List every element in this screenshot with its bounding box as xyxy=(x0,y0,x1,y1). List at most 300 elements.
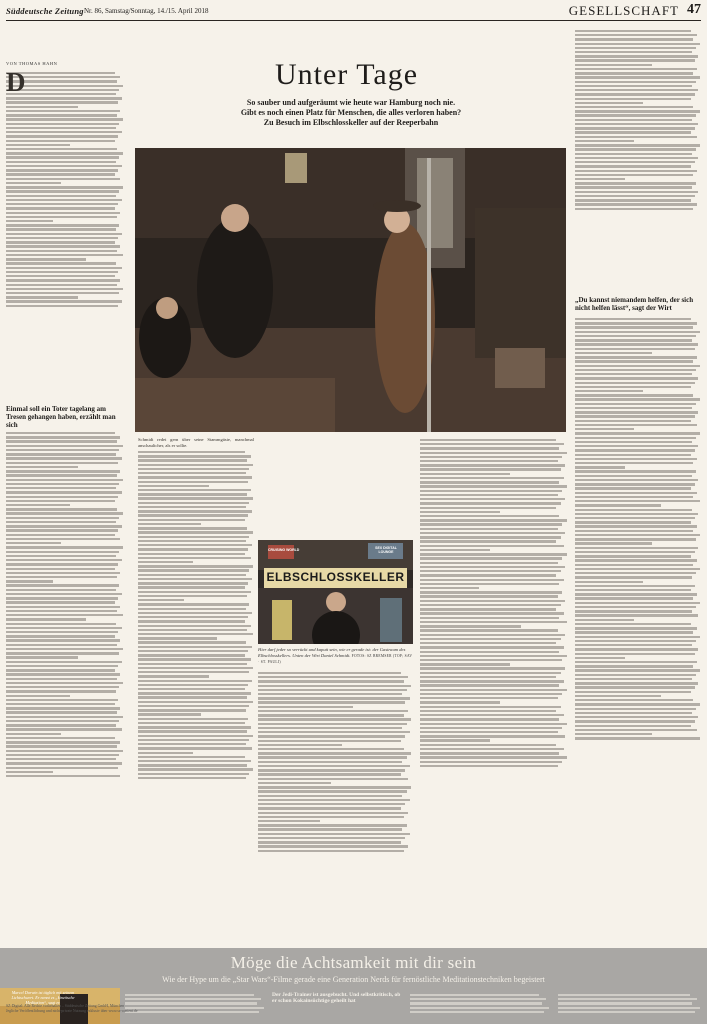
text-line xyxy=(575,432,700,434)
text-line xyxy=(575,449,695,451)
text-line xyxy=(6,275,115,277)
text-line xyxy=(575,653,695,655)
text-line xyxy=(138,548,248,550)
text-line xyxy=(258,706,353,708)
text-line xyxy=(420,477,564,479)
text-line xyxy=(575,81,696,83)
text-line xyxy=(6,440,117,442)
text-line xyxy=(138,658,251,660)
text-line xyxy=(575,411,698,413)
pullquote: „Du kannst niemandem helfen, der sich nicht helfen lässt“, sagt der Wirt xyxy=(575,296,694,312)
text-line xyxy=(138,565,253,567)
text-line xyxy=(125,998,261,1000)
text-line xyxy=(575,682,698,684)
text-line xyxy=(138,663,247,665)
text-line xyxy=(420,536,561,538)
text-line xyxy=(138,620,245,622)
page-header xyxy=(6,2,701,21)
text-line xyxy=(138,756,245,758)
text-line xyxy=(420,523,562,525)
text-line xyxy=(6,623,116,625)
text-line xyxy=(6,610,117,612)
text-line xyxy=(258,748,404,750)
text-line xyxy=(410,998,546,1000)
text-line xyxy=(420,718,559,720)
text-line xyxy=(575,462,693,464)
text-line xyxy=(575,572,696,574)
text-line xyxy=(6,195,116,197)
text-line xyxy=(420,617,559,619)
text-line xyxy=(575,343,698,345)
text-line xyxy=(420,549,490,551)
text-line xyxy=(138,557,251,559)
text-line xyxy=(420,595,558,597)
text-line xyxy=(420,587,479,589)
text-line xyxy=(6,271,118,273)
text-line xyxy=(420,655,567,657)
text-line xyxy=(6,639,120,641)
text-line xyxy=(6,178,120,180)
text-line xyxy=(6,165,122,167)
text-line xyxy=(420,447,559,449)
text-line xyxy=(575,581,643,583)
text-line xyxy=(6,563,118,565)
text-line xyxy=(6,652,119,654)
text-line xyxy=(575,322,697,324)
text-line xyxy=(575,733,652,735)
text-line xyxy=(138,510,252,512)
text-line xyxy=(575,424,697,426)
text-line xyxy=(558,1002,692,1004)
text-line xyxy=(138,752,193,754)
text-line xyxy=(575,382,695,384)
text-line xyxy=(6,546,123,548)
text-line xyxy=(420,468,561,470)
text-line xyxy=(420,519,567,521)
text-line xyxy=(420,634,565,636)
text-line xyxy=(575,725,691,727)
text-line xyxy=(575,208,693,210)
text-line xyxy=(575,161,695,163)
dek-line-1: So sauber und aufgeräumt wie heute war Hamburg noch nie. xyxy=(246,98,456,107)
text-line xyxy=(6,182,61,184)
text-line xyxy=(6,673,120,675)
text-line xyxy=(258,756,407,758)
text-line xyxy=(138,599,184,601)
page-footer xyxy=(6,1004,426,1014)
text-line xyxy=(6,300,122,302)
text-line xyxy=(138,646,252,648)
text-line xyxy=(6,106,78,108)
text-line xyxy=(6,233,122,235)
text-line xyxy=(575,627,697,629)
text-line xyxy=(138,485,209,487)
text-line xyxy=(575,157,698,159)
text-line xyxy=(6,466,78,468)
text-line xyxy=(575,674,696,676)
text-line xyxy=(575,716,698,718)
main-photo-elbschlosskeller xyxy=(135,148,566,432)
text-line xyxy=(138,768,253,770)
text-line xyxy=(6,432,115,434)
text-line xyxy=(420,612,564,614)
text-line xyxy=(138,464,253,466)
text-line xyxy=(6,508,117,510)
text-line xyxy=(138,671,249,673)
text-line xyxy=(6,750,123,752)
text-line xyxy=(138,730,247,732)
text-line xyxy=(575,530,693,532)
text-line xyxy=(420,629,558,631)
text-line xyxy=(258,676,408,678)
text-line xyxy=(575,479,698,481)
text-line xyxy=(420,502,561,504)
text-line xyxy=(575,72,693,74)
text-line xyxy=(575,55,698,57)
text-line xyxy=(6,512,123,514)
text-line xyxy=(420,638,561,640)
text-line xyxy=(258,735,405,737)
text-line xyxy=(575,686,695,688)
text-line xyxy=(6,237,118,239)
text-line xyxy=(420,528,558,530)
text-line xyxy=(575,487,691,489)
text-line xyxy=(6,250,117,252)
byline: VON THOMAS HAHN xyxy=(6,61,58,66)
text-line xyxy=(258,837,405,839)
text-line xyxy=(6,148,117,150)
text-line xyxy=(6,572,120,574)
text-line xyxy=(6,728,122,730)
text-line xyxy=(138,493,247,495)
text-line xyxy=(6,762,122,764)
text-line xyxy=(138,578,252,580)
text-line xyxy=(138,540,246,542)
text-line xyxy=(558,994,690,996)
text-line xyxy=(6,618,86,620)
text-line xyxy=(6,584,119,586)
text-line xyxy=(6,576,117,578)
text-line xyxy=(6,228,116,230)
text-line xyxy=(125,994,254,996)
text-line xyxy=(575,551,695,553)
text-line xyxy=(138,713,201,715)
text-line xyxy=(6,491,122,493)
text-line xyxy=(420,583,559,585)
text-line xyxy=(258,820,320,822)
text-line xyxy=(138,735,253,737)
text-line xyxy=(138,616,248,618)
text-line xyxy=(6,279,120,281)
text-line xyxy=(575,576,692,578)
text-line xyxy=(575,513,698,515)
text-line xyxy=(6,661,122,663)
text-line xyxy=(258,833,410,835)
text-line xyxy=(575,127,695,129)
text-line xyxy=(6,656,78,658)
text-line xyxy=(6,474,117,476)
text-line xyxy=(558,1011,695,1013)
text-line xyxy=(138,569,249,571)
text-line xyxy=(138,743,246,745)
text-line xyxy=(6,542,61,544)
text-line xyxy=(6,707,120,709)
text-column-2 xyxy=(138,437,254,943)
text-line xyxy=(420,646,564,648)
text-line xyxy=(420,574,556,576)
text-line xyxy=(6,483,119,485)
text-line xyxy=(575,59,695,61)
text-line xyxy=(258,744,342,746)
text-line xyxy=(6,699,118,701)
text-line xyxy=(138,506,246,508)
text-line xyxy=(420,714,564,716)
sign-right: SEX DIGITAL LOUNGE xyxy=(375,546,397,554)
text-line xyxy=(138,514,248,516)
text-line xyxy=(258,782,331,784)
article-title: Unter Tage xyxy=(274,58,419,91)
text-line xyxy=(138,667,253,669)
text-line xyxy=(6,101,118,103)
text-line xyxy=(138,688,245,690)
text-line xyxy=(420,511,500,513)
text-line xyxy=(575,483,695,485)
text-line xyxy=(6,529,118,531)
text-line xyxy=(575,691,691,693)
text-line xyxy=(420,464,565,466)
text-line xyxy=(575,102,643,104)
text-line xyxy=(138,608,246,610)
text-line xyxy=(258,731,410,733)
small-photo-wirt xyxy=(258,540,413,644)
text-line xyxy=(420,731,558,733)
text-line xyxy=(6,597,118,599)
text-line xyxy=(258,680,404,682)
footer-line-1: SZ-Digital: Alle Rechte vorbehalten – Süddeutsche Zeitung GmbH, München xyxy=(6,1004,125,1008)
text-line xyxy=(558,998,697,1000)
text-line xyxy=(575,38,693,40)
text-line xyxy=(575,68,697,70)
text-column-4b xyxy=(575,290,701,942)
text-line xyxy=(138,696,247,698)
text-line xyxy=(420,727,562,729)
text-line xyxy=(138,527,247,529)
text-line xyxy=(575,420,691,422)
text-line xyxy=(575,525,697,527)
text-line xyxy=(258,799,410,801)
text-line xyxy=(420,706,561,708)
text-line xyxy=(6,449,119,451)
text-line xyxy=(575,170,697,172)
text-line xyxy=(6,127,116,129)
text-line xyxy=(575,712,692,714)
text-line xyxy=(575,458,697,460)
text-line xyxy=(138,536,249,538)
text-line xyxy=(575,606,696,608)
text-line xyxy=(420,701,500,703)
text-line xyxy=(420,439,556,441)
text-line xyxy=(6,479,123,481)
text-line xyxy=(575,386,691,388)
text-line xyxy=(138,637,217,639)
small-photo-caption: Hier darf jeder so verrückt und kaputt sein, wie er gerade ist: der Gastraum des Elbschlosskellers. Unten der Wirt Daniel Schmidt. FOTOS: SZ BREMSER (TOP; SAV · ST. PAULI) xyxy=(258,647,413,664)
text-line xyxy=(6,284,117,286)
text-line xyxy=(6,462,118,464)
text-line xyxy=(258,790,407,792)
text-line xyxy=(575,648,698,650)
text-line xyxy=(6,305,118,307)
text-line xyxy=(575,47,696,49)
text-line xyxy=(6,296,78,298)
text-line xyxy=(6,538,120,540)
text-column-3 xyxy=(420,437,568,943)
text-line xyxy=(420,756,567,758)
text-line xyxy=(6,703,115,705)
text-line xyxy=(6,203,118,205)
text-line xyxy=(575,394,693,396)
text-line xyxy=(575,631,693,633)
text-line xyxy=(138,595,247,597)
text-line xyxy=(575,454,691,456)
text-line xyxy=(420,680,564,682)
text-line xyxy=(6,156,119,158)
text-line xyxy=(420,663,510,665)
text-line xyxy=(6,496,118,498)
text-line xyxy=(258,697,410,699)
text-line xyxy=(138,519,245,521)
text-line xyxy=(420,761,562,763)
text-line xyxy=(258,769,405,771)
text-line xyxy=(138,654,245,656)
text-line xyxy=(575,547,698,549)
text-line xyxy=(138,612,252,614)
text-line xyxy=(6,500,115,502)
text-line xyxy=(6,733,61,735)
text-line xyxy=(575,555,691,557)
text-line xyxy=(6,690,116,692)
text-line xyxy=(575,509,692,511)
text-line xyxy=(138,468,249,470)
text-line xyxy=(575,377,698,379)
text-line xyxy=(575,153,692,155)
text-line xyxy=(575,136,697,138)
text-line xyxy=(575,64,652,66)
text-line xyxy=(6,745,117,747)
text-line xyxy=(575,140,634,142)
text-line xyxy=(258,685,411,687)
article2-photo-quote: Marcel Darwin ist täglich mit seinem Lichtschwert. Er nennt es „kinetische Meditation“, sagt er. xyxy=(11,990,75,1005)
text-line xyxy=(6,123,119,125)
text-line xyxy=(258,786,411,788)
text-line xyxy=(575,148,696,150)
text-line xyxy=(6,686,119,688)
text-line xyxy=(575,500,700,502)
text-line xyxy=(138,472,246,474)
dropcap: D xyxy=(6,70,26,97)
text-line xyxy=(575,640,696,642)
text-line xyxy=(420,676,556,678)
dek-line-2: Gibt es noch einen Platz für Menschen, die alles verloren haben? xyxy=(240,108,462,117)
text-line xyxy=(138,553,245,555)
text-line xyxy=(575,517,695,519)
text-line xyxy=(575,182,696,184)
text-line xyxy=(258,714,404,716)
text-line xyxy=(6,601,115,603)
text-line xyxy=(575,119,692,121)
text-line xyxy=(575,661,697,663)
text-line xyxy=(420,735,565,737)
text-line xyxy=(420,723,567,725)
text-line xyxy=(138,591,251,593)
text-line xyxy=(575,665,693,667)
text-line xyxy=(6,186,123,188)
text-line xyxy=(575,144,700,146)
text-line xyxy=(6,669,115,671)
text-line xyxy=(138,625,251,627)
text-line xyxy=(575,475,692,477)
text-line xyxy=(575,34,697,36)
text-line xyxy=(6,593,122,595)
text-line xyxy=(138,764,247,766)
text-line xyxy=(6,254,123,256)
text-line xyxy=(410,1002,542,1004)
text-line xyxy=(6,152,123,154)
text-line xyxy=(575,593,697,595)
photo-credit: FOTOS: SZ BREMSER (TOP; SAV · ST. PAULI) xyxy=(258,653,413,664)
text-line xyxy=(258,807,401,809)
text-line xyxy=(420,562,558,564)
text-line xyxy=(138,641,246,643)
text-line xyxy=(575,174,693,176)
text-line xyxy=(258,752,411,754)
text-line xyxy=(138,574,246,576)
text-line xyxy=(6,614,123,616)
text-line xyxy=(6,559,122,561)
sign-left: CRUISING WORLD xyxy=(268,548,300,552)
text-line xyxy=(6,135,118,137)
text-line xyxy=(258,773,401,775)
issue-info: Nr. 86, Samstag/Sonntag, 14./15. April 2018 xyxy=(84,7,209,15)
text-line xyxy=(575,51,692,53)
text-line xyxy=(6,436,120,438)
text-line xyxy=(6,267,122,269)
text-line xyxy=(575,466,625,468)
text-line xyxy=(6,110,120,112)
text-line xyxy=(420,765,558,767)
text-line xyxy=(575,365,700,367)
text-line xyxy=(258,795,402,797)
article2-subtitle: Wie der Hype um die „Star Wars“-Filme gerade eine Generation Nerds für fernöstliche Meditationstechniken begeistert xyxy=(162,975,545,984)
text-line xyxy=(575,110,700,112)
text-line xyxy=(6,258,86,260)
text-line xyxy=(138,726,251,728)
text-line xyxy=(6,457,122,459)
text-line xyxy=(258,812,408,814)
text-line xyxy=(138,739,249,741)
text-line xyxy=(6,534,115,536)
text-line xyxy=(6,114,117,116)
text-line xyxy=(575,492,697,494)
page-number: 47 xyxy=(687,2,701,17)
text-line xyxy=(258,710,408,712)
text-line xyxy=(138,451,245,453)
text-line xyxy=(410,1011,544,1013)
text-line xyxy=(410,994,539,996)
text-line xyxy=(575,85,692,87)
text-column-1b xyxy=(6,402,124,942)
text-line xyxy=(575,199,691,201)
text-line xyxy=(575,415,695,417)
